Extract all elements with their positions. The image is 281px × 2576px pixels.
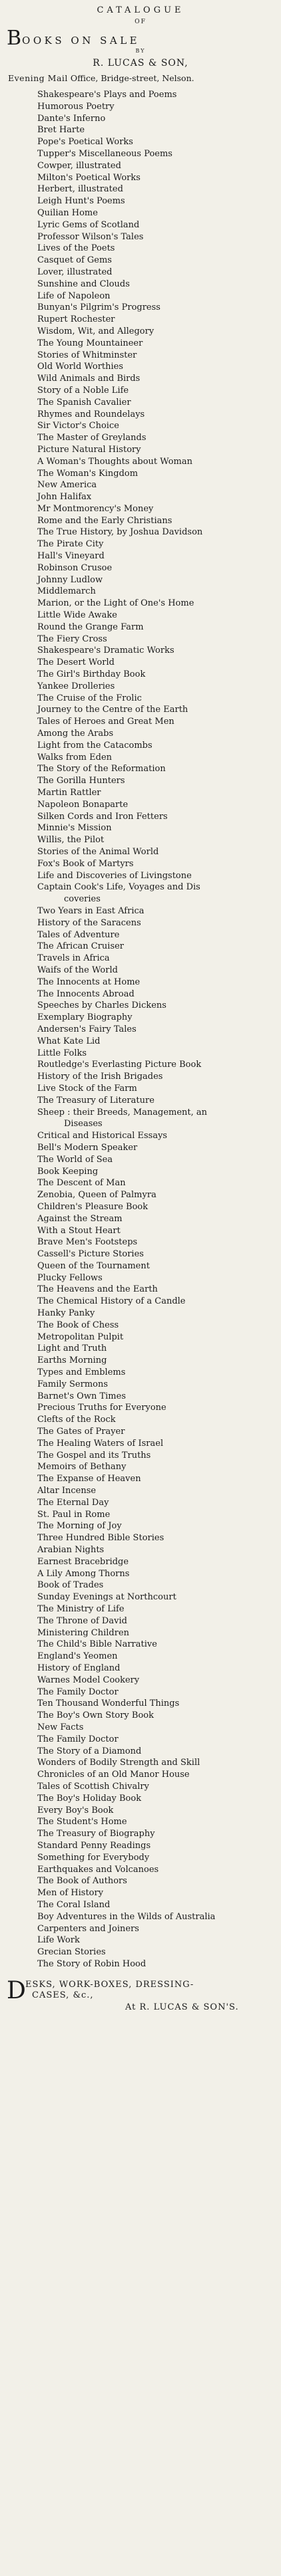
book-title: The Story of Robin Hood [37, 1958, 146, 1969]
book-title: Against the Stream [37, 1213, 123, 1224]
books-on-sale-heading [7, 28, 274, 48]
book-title: Queen of the Tournament [37, 1260, 150, 1271]
book-title: New Facts [37, 1722, 84, 1732]
book-title: Dante's Inferno [37, 113, 106, 124]
book-title: The Heavens and the Earth [37, 1284, 158, 1295]
book-title: Little Folks [37, 1048, 87, 1058]
office-address-rest: Office, Bridge-street, Nelson. [67, 73, 194, 83]
book-title: Warnes Model Cookery [37, 1675, 140, 1685]
desks-line-1: ESKS, WORK-BOXES, DRESSING- [25, 1979, 194, 1990]
book-title: Captain Cook's Life, Voyages and Dis [37, 882, 200, 893]
book-title: Cassell's Picture Stories [37, 1249, 144, 1260]
book-title: The Gospel and its Truths [37, 1450, 151, 1461]
book-title: Mr Montmorency's Money [37, 503, 154, 514]
book-title: The Family Doctor [37, 1687, 119, 1697]
book-title: The Family Doctor [37, 1734, 119, 1744]
book-title: Routledge's Everlasting Picture Book [37, 1060, 202, 1070]
book-title: Speeches by Charles Dickens [37, 1000, 166, 1011]
book-title: Waifs of the World [37, 965, 118, 975]
book-title-list [7, 89, 274, 1970]
book-title: Standard Penny Readings [37, 1840, 151, 1851]
book-title: Walks from Eden [37, 752, 113, 762]
book-title: Rupert Rochester [37, 314, 115, 325]
book-title: The Cruise of the Frolic [37, 693, 142, 703]
book-title: Diseases [64, 1119, 103, 1129]
book-title: The Boy's Holiday Book [37, 1793, 142, 1804]
book-title: The Fiery Cross [37, 634, 107, 644]
book-title: The Expanse of Heaven [37, 1474, 141, 1484]
book-title: Three Hundred Bible Stories [37, 1533, 164, 1544]
book-title: Stories of Whitminster [37, 350, 137, 360]
book-title: The Healing Waters of Israel [37, 1438, 164, 1449]
book-title: With a Stout Heart [37, 1225, 121, 1236]
book-title: The Descent of Man [37, 1178, 126, 1189]
book-title: Men of History [37, 1888, 104, 1899]
book-title: The Gorilla Hunters [37, 776, 125, 786]
book-title: What Kate Lid [37, 1036, 101, 1046]
book-title: Family Sermons [37, 1379, 109, 1389]
book-title: Shakespeare's Dramatic Works [37, 645, 174, 656]
book-title: Brave Men's Footsteps [37, 1237, 138, 1248]
book-title: Light from the Catacombs [37, 740, 152, 751]
book-title: Clefts of the Rock [37, 1415, 116, 1425]
book-title: Milton's Poetical Works [37, 172, 140, 183]
book-title: Journey to the Centre of the Earth [37, 705, 188, 715]
book-title: The Pirate City [37, 539, 104, 550]
book-title: Stories of the Animal World [37, 847, 159, 857]
office-newspaper-name: Evening Mail [8, 73, 68, 83]
book-title: The Innocents Abroad [37, 989, 135, 999]
book-title: Life of Napoleon [37, 291, 111, 301]
book-title: A Lily Among Thorns [37, 1568, 130, 1579]
book-title: The Chemical History of a Candle [37, 1296, 186, 1307]
book-title: Leigh Hunt's Poems [37, 196, 125, 207]
book-title: Sunshine and Clouds [37, 279, 130, 289]
book-title: Pope's Poetical Works [37, 137, 133, 148]
book-title: Live Stock of the Farm [37, 1083, 137, 1094]
book-title: Earths Morning [37, 1355, 107, 1366]
desks-drop-cap: D [7, 1976, 26, 2004]
desks-advertisement [7, 1976, 274, 2013]
book-title: The Woman's Kingdom [37, 468, 139, 479]
book-title: The Spanish Cavalier [37, 397, 131, 408]
book-title: Marion, or the Light of One's Home [37, 598, 194, 609]
book-title: Exemplary Biography [37, 1012, 133, 1023]
book-title: John Halifax [37, 492, 92, 503]
book-title: Bret Harte [37, 125, 85, 136]
book-title: Robinson Crusoe [37, 562, 113, 573]
book-title: The African Cruiser [37, 941, 125, 952]
book-title: Chronicles of an Old Manor House [37, 1770, 190, 1780]
book-title: Tales of Heroes and Great Men [37, 717, 174, 727]
book-title: Sir Victor's Choice [37, 421, 119, 431]
book-title: The True History, by Joshua Davidson [37, 527, 203, 538]
book-title: Martin Rattler [37, 788, 101, 798]
book-title: The Morning of Joy [37, 1521, 122, 1532]
book-title: Lives of the Poets [37, 243, 115, 254]
book-title: Old World Worthies [37, 362, 124, 372]
book-title: Arabian Nights [37, 1545, 105, 1556]
book-title: Casquet of Gems [37, 255, 112, 266]
book-title: Hall's Vineyard [37, 551, 105, 562]
desks-text [25, 1980, 239, 2013]
book-title: Rome and the Early Christians [37, 515, 172, 526]
book-title: Travels in Africa [37, 953, 110, 964]
book-title: Something for Everybody [37, 1852, 150, 1863]
office-address [7, 72, 274, 85]
publisher-name: R. LUCAS & SON, [93, 58, 188, 68]
book-title: Bunyan's Pilgrim's Progress [37, 302, 160, 313]
book-title: Memoirs of Bethany [37, 1462, 127, 1472]
book-title: Among the Arabs [37, 729, 114, 739]
of-line: OF [135, 19, 146, 25]
book-title: The Boy's Own Story Book [37, 1710, 154, 1721]
book-title: Earnest Bracebridge [37, 1556, 129, 1567]
book-title: The World of Sea [37, 1154, 113, 1165]
book-title: Wonders of Bodily Strength and Skill [37, 1758, 200, 1768]
book-title: Willis, the Pilot [37, 835, 105, 846]
book-title: The Treasury of Literature [37, 1095, 154, 1106]
book-title: Sunday Evenings at Northcourt [37, 1592, 176, 1603]
book-title: Silken Cords and Iron Fetters [37, 811, 168, 822]
book-title: Yankee Drolleries [37, 681, 115, 691]
book-title: Earthquakes and Volcanoes [37, 1864, 159, 1875]
book-title: History of England [37, 1663, 121, 1673]
book-title: The Eternal Day [37, 1497, 109, 1508]
book-title: The Book of Authors [37, 1876, 127, 1887]
book-title: The Book of Chess [37, 1320, 119, 1330]
book-title: The Treasury of Biography [37, 1829, 155, 1839]
book-title: Barnet's Own Times [37, 1391, 126, 1401]
book-title: Lyric Gems of Scotland [37, 219, 140, 230]
book-title: Book of Trades [37, 1580, 104, 1591]
book-title: Lover, illustrated [37, 267, 113, 277]
book-title: Hanky Panky [37, 1308, 95, 1319]
book-title: Critical and Historical Essays [37, 1131, 168, 1141]
book-title: Andersen's Fairy Tales [37, 1024, 137, 1034]
book-title: The Throne of David [37, 1615, 127, 1626]
book-title: Bell's Modern Speaker [37, 1142, 138, 1153]
book-title: The Story of the Reformation [37, 764, 166, 774]
book-title: The Story of a Diamond [37, 1746, 142, 1756]
book-title: History of the Saracens [37, 917, 141, 928]
book-title: History of the Irish Brigades [37, 1072, 163, 1082]
book-title: The Student's Home [37, 1817, 127, 1827]
book-title: Shakespeare's Plays and Poems [37, 90, 177, 100]
books-heading-rest: OOKS ON SALE [22, 35, 140, 47]
book-title: The Young Mountaineer [37, 338, 143, 348]
book-title: Grecian Stories [37, 1947, 106, 1958]
book-title: Picture Natural History [37, 444, 141, 455]
book-title: New America [37, 480, 97, 491]
book-title: Middlemarch [37, 586, 96, 597]
book-title: Professor Wilson's Tales [37, 231, 144, 242]
book-title: Life Work [37, 1935, 80, 1946]
book-title: The Gates of Prayer [37, 1427, 125, 1437]
book-title: Ten Thousand Wonderful Things [37, 1698, 180, 1709]
book-title: Tupper's Miscellaneous Poems [37, 148, 172, 159]
book-title: Humorous Poetry [37, 101, 115, 112]
book-title: Johnny Ludlow [37, 574, 103, 585]
book-title: Quilian Home [37, 207, 98, 218]
book-title: Light and Truth [37, 1344, 107, 1354]
book-title: A Woman's Thoughts about Woman [37, 456, 193, 467]
book-title: Zenobia, Queen of Palmyra [37, 1190, 156, 1201]
book-title: Tales of Adventure [37, 929, 120, 940]
books-drop-cap: B [7, 27, 22, 50]
book-title: coveries [64, 894, 101, 905]
book-title: Napoleon Bonaparte [37, 799, 129, 810]
book-title: The Desert World [37, 657, 115, 668]
book-title: Plucky Fellows [37, 1272, 103, 1283]
book-title: Minnie's Mission [37, 823, 112, 834]
book-title: St. Paul in Rome [37, 1509, 111, 1520]
book-title: Two Years in East Africa [37, 905, 144, 916]
book-title: Types and Emblems [37, 1367, 126, 1378]
book-title: Story of a Noble Life [37, 385, 129, 396]
book-title: Carpenters and Joiners [37, 1923, 139, 1934]
book-title: Little Wide Awake [37, 610, 117, 621]
book-title: Fox's Book of Martyrs [37, 858, 134, 869]
book-title: Sheep : their Breeds, Management, an [37, 1107, 208, 1117]
book-title: Metropolitan Pulpit [37, 1332, 124, 1342]
book-title: Cowper, illustrated [37, 160, 121, 171]
by-line: BY [135, 48, 146, 54]
book-title: Tales of Scottish Chivalry [37, 1781, 149, 1792]
book-title: Wild Animals and Birds [37, 374, 140, 384]
book-title: Ministering Children [37, 1627, 130, 1638]
book-title: Life and Discoveries of Livingstone [37, 870, 192, 881]
book-title: The Ministry of Life [37, 1604, 125, 1614]
book-title: Children's Pleasure Book [37, 1201, 148, 1212]
book-title: Wisdom, Wit, and Allegory [37, 326, 154, 336]
book-title: The Coral Island [37, 1899, 111, 1910]
book-title: England's Yeomen [37, 1651, 118, 1662]
book-title: Rhymes and Roundelays [37, 409, 145, 419]
book-title: The Child's Bible Narrative [37, 1639, 157, 1650]
desks-line-3: At R. LUCAS & SON'S. [125, 2002, 239, 2012]
catalogue-heading: CATALOGUE [97, 5, 184, 15]
book-title: Boy Adventures in the Wilds of Australia [37, 1911, 216, 1922]
book-title: Every Boy's Book [37, 1805, 114, 1815]
book-title: Precious Truths for Everyone [37, 1403, 166, 1413]
book-title: The Girl's Birthday Book [37, 669, 146, 680]
book-title: The Innocents at Home [37, 977, 140, 987]
book-title: The Master of Greylands [37, 433, 146, 443]
book-title: Book Keeping [37, 1166, 99, 1177]
desks-line-2: CASES, &c., [32, 1990, 94, 2000]
book-title: Herbert, illustrated [37, 184, 123, 195]
book-title: Altar Incense [37, 1486, 97, 1496]
book-title: Round the Grange Farm [37, 622, 144, 632]
